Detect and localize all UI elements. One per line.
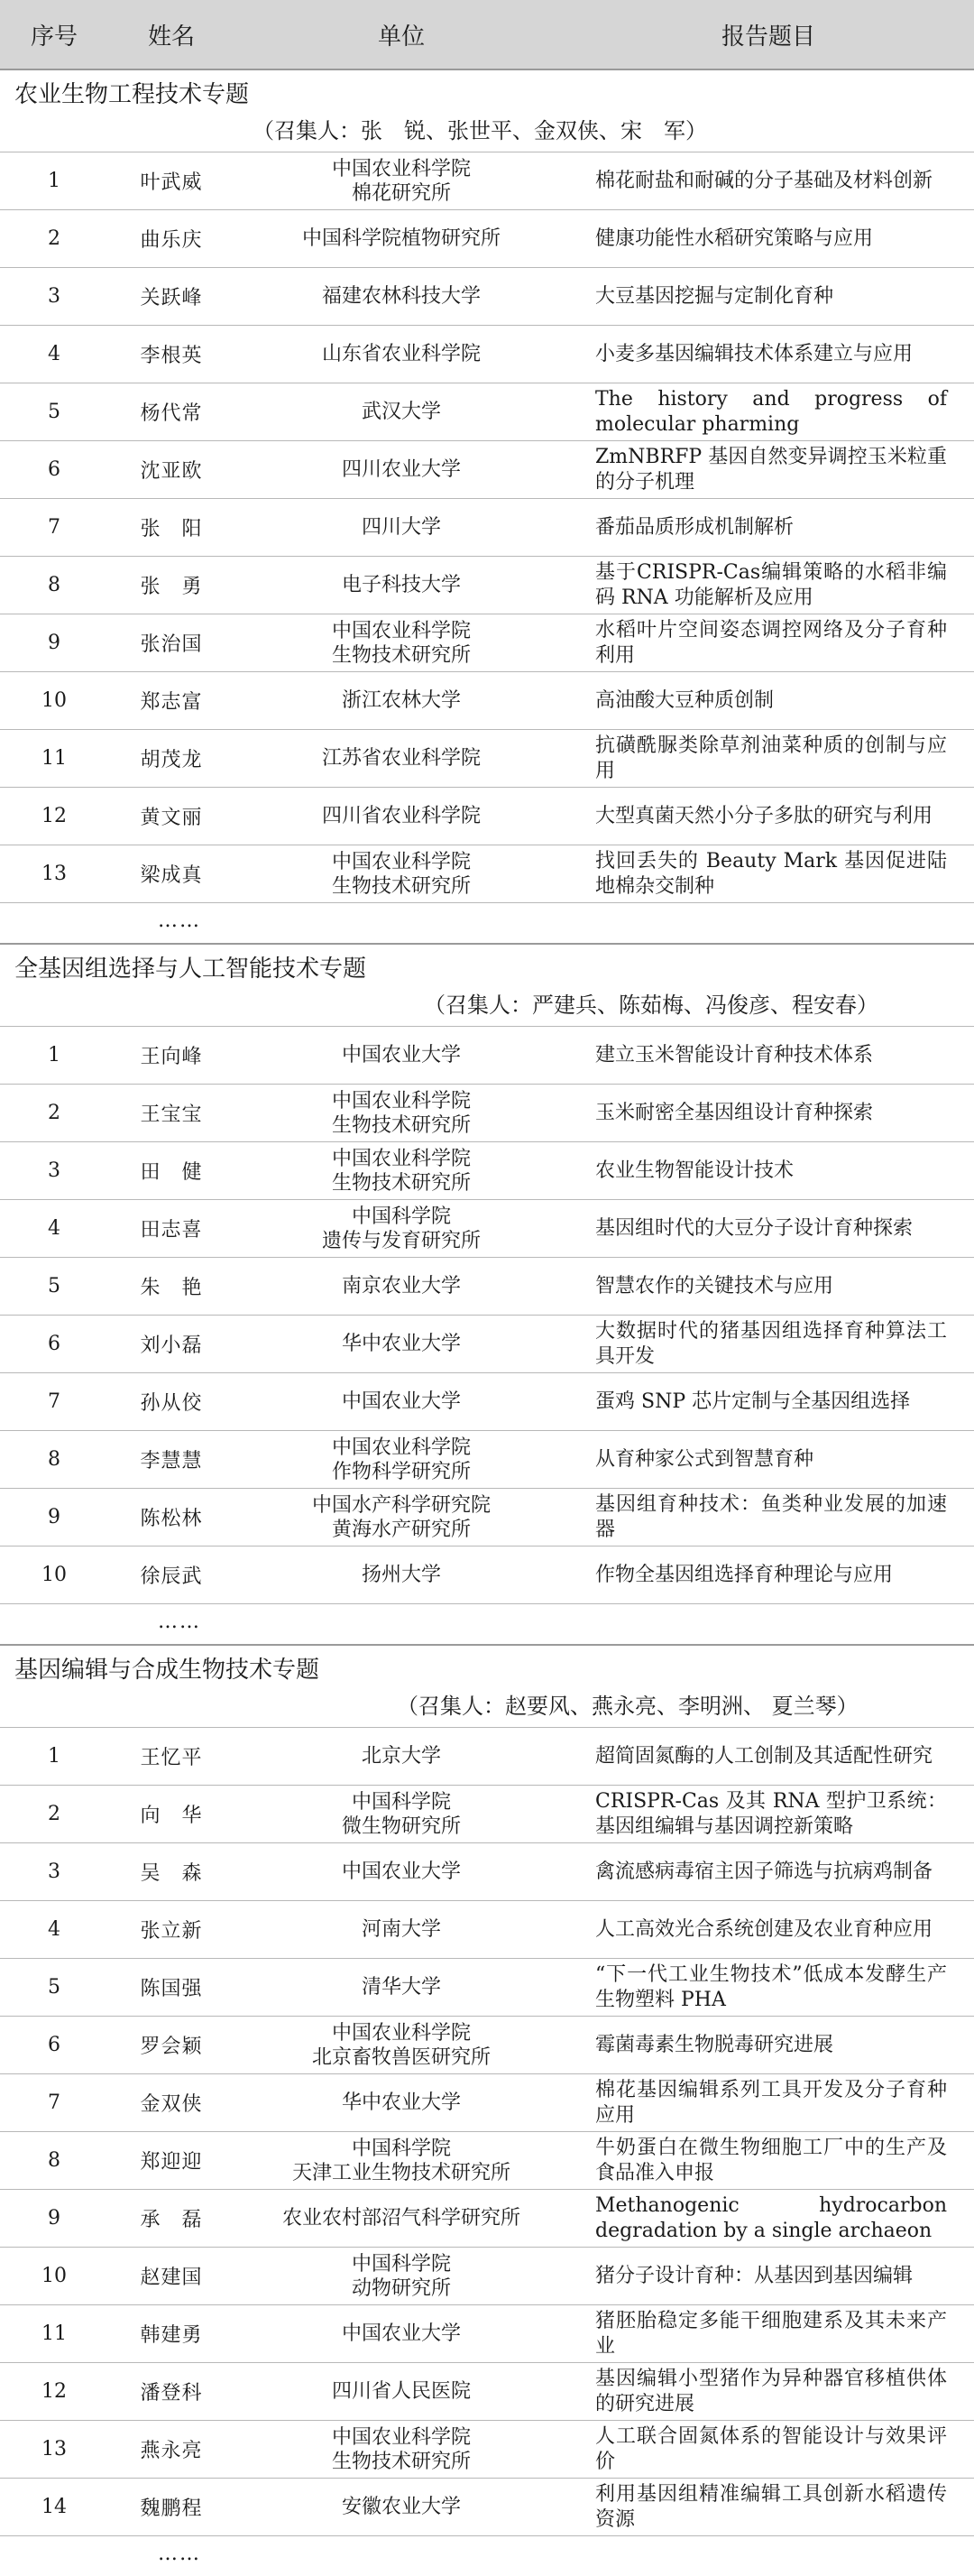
organization-line: 华中农业大学: [341, 2091, 461, 2114]
speaker-organization: [234, 804, 568, 828]
row-number: 9: [48, 2207, 60, 2230]
speaker-organization: [234, 457, 568, 482]
speaker-organization: [234, 1390, 568, 1414]
report-topic: 小麦多基因编辑技术体系建立与应用: [595, 342, 914, 365]
continuation-ellipsis: ……: [158, 1611, 201, 1633]
report-topic: 大数据时代的猪基因组选择育种算法工具开发: [595, 1319, 947, 1368]
speaker-organization: [234, 342, 568, 366]
report-topic: 玉米耐密全基因组设计育种探索: [595, 1101, 874, 1124]
speaker-name: 王宝宝: [140, 1103, 203, 1126]
speaker-name: 韩建勇: [140, 2324, 203, 2347]
speaker-organization: [234, 1917, 568, 1942]
organization-line: 作物科学研究所: [331, 1460, 471, 1483]
speaker-name: 田志喜: [140, 1219, 203, 1242]
header-name: 姓名: [147, 23, 195, 51]
speaker-organization: [234, 1744, 568, 1768]
organization-line: 中国科学院: [351, 2252, 451, 2276]
table-row: [0, 1728, 974, 1786]
organization-line: 北京大学: [361, 1745, 441, 1768]
speaker-organization: [234, 2137, 568, 2185]
table-row: [0, 1373, 974, 1431]
speaker-name: 张治国: [140, 633, 203, 656]
table-row: [0, 268, 974, 326]
report-topic: 猪分子设计育种：从基因到基因编辑: [595, 2264, 914, 2287]
organization-line: 遗传与发育研究所: [321, 1229, 481, 1252]
row-number: 10: [41, 2265, 67, 2287]
table-row: [0, 1959, 974, 2017]
speaker-name: 杨代常: [140, 402, 203, 425]
section-title: 基因编辑与合成生物技术专题: [0, 1644, 974, 1689]
speaker-name: 梁成真: [140, 864, 203, 887]
row-number: 6: [48, 2034, 60, 2056]
speaker-organization: [234, 1860, 568, 1884]
speaker-name: 王忆平: [140, 1747, 203, 1769]
report-topic: 农业生物智能设计技术: [595, 1159, 795, 1182]
row-number: 1: [48, 1044, 60, 1066]
speaker-organization: [234, 1147, 568, 1196]
table-row: [0, 557, 974, 614]
speaker-organization: [234, 2322, 568, 2346]
speaker-organization: [234, 619, 568, 668]
organization-line: 生物技术研究所: [331, 1113, 471, 1137]
table-row: [0, 1431, 974, 1489]
report-topic: 基因组育种技术：鱼类种业发展的加速器: [595, 1492, 947, 1541]
table-row: [0, 2479, 974, 2536]
organization-line: 微生物研究所: [341, 1814, 461, 1838]
report-topic: 建立玉米智能设计育种技术体系: [595, 1043, 874, 1066]
row-number: 4: [48, 1217, 60, 1240]
table-row: [0, 845, 974, 903]
section-conveners: （召集人：严建兵、陈茹梅、冯俊彦、程安春）: [0, 988, 974, 1027]
table-row: [0, 672, 974, 730]
row-number: 8: [48, 574, 60, 596]
row-number: 7: [48, 516, 60, 539]
row-number: 3: [48, 1860, 60, 1883]
speaker-organization: [234, 1274, 568, 1298]
report-topic: 从育种家公式到智慧育种: [595, 1447, 814, 1471]
row-number: 10: [41, 1564, 67, 1586]
speaker-organization: [234, 2091, 568, 2115]
organization-line: 北京畜牧兽医研究所: [311, 2045, 491, 2069]
table-row: [0, 2017, 974, 2074]
organization-line: 浙江农林大学: [341, 689, 461, 712]
report-topic: 大豆基因挖掘与定制化育种: [595, 284, 834, 308]
speaker-name: 燕永亮: [140, 2440, 203, 2462]
row-number: 8: [48, 1448, 60, 1471]
organization-line: 中国农业科学院: [331, 850, 471, 873]
table-row: [0, 2305, 974, 2363]
report-topic: 牛奶蛋白在微生物细胞工厂中的生产及食品准入申报: [595, 2136, 947, 2184]
organization-line: 中国农业科学院: [331, 157, 471, 180]
speaker-name: 魏鹏程: [140, 2498, 203, 2520]
row-number: 2: [48, 1803, 60, 1825]
organization-line: 中国农业科学院: [331, 1436, 471, 1459]
organization-line: 中国科学院: [351, 1205, 451, 1228]
speaker-name: 金双侠: [140, 2093, 203, 2116]
row-number: 3: [48, 285, 60, 308]
organization-line: 生物技术研究所: [331, 874, 471, 898]
speaker-name: 李根英: [140, 345, 203, 367]
row-number: 13: [41, 863, 67, 885]
report-topic: 棉花耐盐和耐碱的分子基础及材料创新: [595, 169, 933, 192]
organization-line: 生物技术研究所: [331, 2450, 471, 2473]
table-row: [0, 383, 974, 441]
speaker-organization: [234, 1790, 568, 1839]
speaker-organization: [234, 1563, 568, 1587]
table-row: [0, 1027, 974, 1085]
report-topic: 蛋鸡 SNP 芯片定制与全基因组选择: [595, 1390, 911, 1413]
row-number: 5: [48, 1976, 60, 1999]
table-row: [0, 1142, 974, 1200]
speaker-organization: [234, 1089, 568, 1138]
row-number: 5: [48, 401, 60, 423]
row-number: 4: [48, 343, 60, 365]
speaker-name: 孙从佼: [140, 1392, 203, 1415]
report-topic: 基于CRISPR-Cas编辑策略的水稻非编码 RNA 功能解析及应用: [595, 560, 947, 609]
speaker-name: 张 勇: [140, 576, 203, 598]
report-topic: 禽流感病毒宿主因子筛选与抗病鸡制备: [595, 1860, 933, 1883]
speaker-organization: [234, 400, 568, 424]
speaker-organization: [234, 1436, 568, 1484]
report-topic: 霉菌毒素生物脱毒研究进展: [595, 2033, 834, 2056]
table-row: [0, 1786, 974, 1843]
organization-line: 福建农林科技大学: [321, 285, 481, 308]
report-topic: The history and progress of molecular pharming: [595, 387, 947, 436]
organization-line: 扬州大学: [361, 1564, 441, 1586]
table-row: [0, 1085, 974, 1142]
table-row: [0, 326, 974, 383]
speaker-organization: [234, 746, 568, 771]
table-row: [0, 1316, 974, 1373]
report-topic: 人工高效光合系统创建及农业育种应用: [595, 1917, 933, 1941]
report-topic: 高油酸大豆种质创制: [595, 688, 775, 712]
speaker-organization: [234, 1043, 568, 1067]
organization-line: 中国农业大学: [341, 2322, 461, 2345]
speaker-organization: [234, 688, 568, 713]
speaker-organization: [234, 1493, 568, 1542]
row-number: 9: [48, 632, 60, 654]
row-number: 6: [48, 458, 60, 481]
table-row: [0, 1901, 974, 1959]
row-number: 8: [48, 2149, 60, 2172]
speaker-name: 曲乐庆: [140, 229, 203, 252]
speaker-name: 赵建国: [140, 2267, 203, 2289]
section-conveners: （召集人：张 锐、张世平、金双侠、宋 军）: [0, 114, 974, 152]
organization-line: 中国农业大学: [341, 1044, 461, 1066]
report-topic: 棉花基因编辑系列工具开发及分子育种应用: [595, 2078, 947, 2127]
speaker-organization: [234, 2495, 568, 2519]
organization-line: 江苏省农业科学院: [321, 747, 481, 770]
organization-line: 生物技术研究所: [331, 1171, 471, 1195]
speaker-name: 陈松林: [140, 1508, 203, 1530]
table-row: [0, 614, 974, 672]
organization-line: 华中农业大学: [341, 1333, 461, 1355]
header-topic: 报告题目: [721, 23, 816, 51]
speaker-organization: [234, 2379, 568, 2404]
organization-line: 四川农业大学: [341, 458, 461, 481]
organization-line: 中国科学院: [351, 2137, 451, 2160]
organization-line: 山东省农业科学院: [321, 343, 481, 365]
row-number: 1: [48, 1745, 60, 1768]
report-topic: 番茄品质形成机制解析: [595, 515, 795, 539]
organization-line: 黄海水产研究所: [331, 1518, 471, 1541]
organization-line: 安徽农业大学: [341, 2496, 461, 2518]
report-topic: “下一代工业生物技术”低成本发酵生产生物塑料 PHA: [595, 1962, 947, 2011]
speaker-name: 郑迎迎: [140, 2151, 203, 2174]
speaker-organization: [234, 1332, 568, 1356]
report-topic: CRISPR-Cas 及其 RNA 型护卫系统：基因组编辑与基因调控新策略: [595, 1789, 947, 1838]
table-header: [0, 0, 974, 69]
section-conveners: （召集人：赵要风、燕永亮、李明洲、 夏兰琴）: [0, 1689, 974, 1728]
table-row: [0, 441, 974, 499]
speaker-name: 承 磊: [140, 2209, 203, 2231]
table-row: [0, 2074, 974, 2132]
speaker-name: 郑志富: [140, 691, 203, 714]
report-topic: 人工联合固氮体系的智能设计与效果评价: [595, 2424, 947, 2473]
header-no: 序号: [30, 23, 78, 51]
speaker-name: 胡茂龙: [140, 749, 203, 771]
speaker-organization: [234, 1975, 568, 1999]
row-number: 12: [41, 2380, 67, 2403]
report-topic: 健康功能性水稻研究策略与应用: [595, 226, 874, 250]
row-number: 13: [41, 2438, 67, 2461]
report-topic: 超简固氮酶的人工创制及其适配性研究: [595, 1744, 933, 1768]
row-number: 2: [48, 227, 60, 250]
row-number: 4: [48, 1918, 60, 1941]
table-row: [0, 1258, 974, 1316]
table-row: [0, 499, 974, 557]
organization-line: 中国农业大学: [341, 1390, 461, 1413]
speaker-name: 张 阳: [140, 518, 203, 540]
organization-line: 电子科技大学: [341, 574, 461, 596]
speaker-name: 陈国强: [140, 1978, 203, 2000]
table-row: [0, 1489, 974, 1547]
table-row: [0, 2421, 974, 2479]
row-number: 2: [48, 1102, 60, 1124]
speaker-organization: [234, 226, 568, 251]
organization-line: 河南大学: [361, 1918, 441, 1941]
speaker-name: 田 健: [140, 1161, 203, 1184]
speaker-organization: [234, 573, 568, 597]
organization-line: 中国水产科学研究院: [311, 1493, 491, 1517]
row-number: 5: [48, 1275, 60, 1297]
speaker-organization: [234, 2425, 568, 2474]
row-number: 7: [48, 1390, 60, 1413]
speaker-organization: [234, 1205, 568, 1253]
speaker-organization: [234, 2206, 568, 2230]
table-row: [0, 1200, 974, 1258]
organization-line: 生物技术研究所: [331, 643, 471, 667]
organization-line: 中国农业科学院: [331, 1089, 471, 1113]
report-topic: 水稻叶片空间姿态调控网络及分子育种利用: [595, 618, 947, 667]
report-topic: 利用基因组精准编辑工具创新水稻遗传资源: [595, 2482, 947, 2531]
table-row: [0, 2190, 974, 2248]
report-topic: 找回丢失的 Beauty Mark 基因促进陆地棉杂交制种: [595, 849, 947, 898]
organization-line: 四川大学: [361, 516, 441, 539]
row-number: 3: [48, 1159, 60, 1182]
row-number: 9: [48, 1506, 60, 1528]
row-number: 11: [41, 747, 67, 770]
speaker-name: 沈亚欧: [140, 460, 203, 483]
report-topic: 抗磺酰脲类除草剂油菜种质的创制与应用: [595, 734, 947, 782]
continuation-ellipsis: ……: [158, 2543, 201, 2565]
speaker-name: 叶武威: [140, 171, 203, 194]
organization-line: 动物研究所: [351, 2276, 451, 2300]
table-row: [0, 2248, 974, 2305]
table-row: [0, 210, 974, 268]
table-row: [0, 152, 974, 210]
organization-line: 中国农业科学院: [331, 619, 471, 642]
speaker-name: 关跃峰: [140, 287, 203, 309]
organization-line: 清华大学: [361, 1976, 441, 1999]
row-number: 10: [41, 689, 67, 712]
speaker-organization: [234, 157, 568, 206]
organization-line: 中国农业大学: [341, 1860, 461, 1883]
organization-line: 中国科学院植物研究所: [301, 227, 501, 250]
report-topic: 大型真菌天然小分子多肽的研究与利用: [595, 804, 933, 827]
report-topic: 作物全基因组选择育种理论与应用: [595, 1563, 894, 1586]
report-topic: ZmNBRFP 基因自然变异调控玉米粒重的分子机理: [595, 445, 947, 494]
table-row: [0, 2132, 974, 2190]
section-title: 农业生物工程技术专题: [0, 69, 974, 114]
table-row: [0, 1843, 974, 1901]
row-number: 7: [48, 2091, 60, 2114]
row-number: 6: [48, 1333, 60, 1355]
organization-line: 四川省农业科学院: [321, 805, 481, 827]
speaker-name: 朱 艳: [140, 1277, 203, 1299]
organization-line: 南京农业大学: [341, 1275, 461, 1297]
header-unit: 单位: [377, 23, 425, 51]
table-row: [0, 2363, 974, 2421]
speaker-name: 张立新: [140, 1920, 203, 1943]
row-number: 12: [41, 805, 67, 827]
row-number: 14: [41, 2496, 67, 2518]
organization-line: 棉花研究所: [351, 181, 451, 205]
speaker-name: 向 华: [140, 1805, 203, 1827]
table-row: [0, 1547, 974, 1604]
table-row: [0, 730, 974, 788]
report-topic: Methanogenic hydrocarbon degradation by a single archaeon: [595, 2193, 947, 2242]
organization-line: 中国农业科学院: [331, 2425, 471, 2449]
speaker-name: 李慧慧: [140, 1450, 203, 1473]
row-number: 11: [41, 2322, 67, 2345]
organization-line: 中国农业科学院: [331, 1147, 471, 1170]
organization-line: 农业农村部沼气科学研究所: [281, 2207, 520, 2230]
speaker-name: 吴 森: [140, 1862, 203, 1885]
table-row: [0, 788, 974, 845]
speaker-organization: [234, 2021, 568, 2070]
speaker-name: 黄文丽: [140, 807, 203, 829]
organization-line: 天津工业生物技术研究所: [291, 2161, 510, 2184]
section-title: 全基因组选择与人工智能技术专题: [0, 943, 974, 988]
speaker-name: 潘登科: [140, 2382, 203, 2405]
row-number: 1: [48, 170, 60, 192]
speaker-organization: [234, 850, 568, 899]
report-topic: 基因组时代的大豆分子设计育种探索: [595, 1216, 914, 1240]
organization-line: 中国科学院: [351, 1790, 451, 1814]
speaker-organization: [234, 284, 568, 309]
speaker-name: 徐辰武: [140, 1565, 203, 1588]
speaker-organization: [234, 2252, 568, 2301]
speaker-name: 刘小磊: [140, 1334, 203, 1357]
organization-line: 中国农业科学院: [331, 2021, 471, 2045]
speaker-organization: [234, 515, 568, 540]
organization-line: 武汉大学: [361, 401, 441, 423]
report-topic: 基因编辑小型猪作为异种器官移植供体的研究进展: [595, 2367, 947, 2415]
report-topic: 猪胚胎稳定多能干细胞建系及其未来产业: [595, 2309, 947, 2358]
continuation-ellipsis: ……: [158, 909, 201, 932]
report-topic: 智慧农作的关键技术与应用: [595, 1274, 834, 1297]
sections-container: [0, 69, 974, 2576]
speaker-name: 罗会颖: [140, 2036, 203, 2058]
organization-line: 四川省人民医院: [331, 2380, 471, 2403]
speaker-name: 王向峰: [140, 1046, 203, 1068]
